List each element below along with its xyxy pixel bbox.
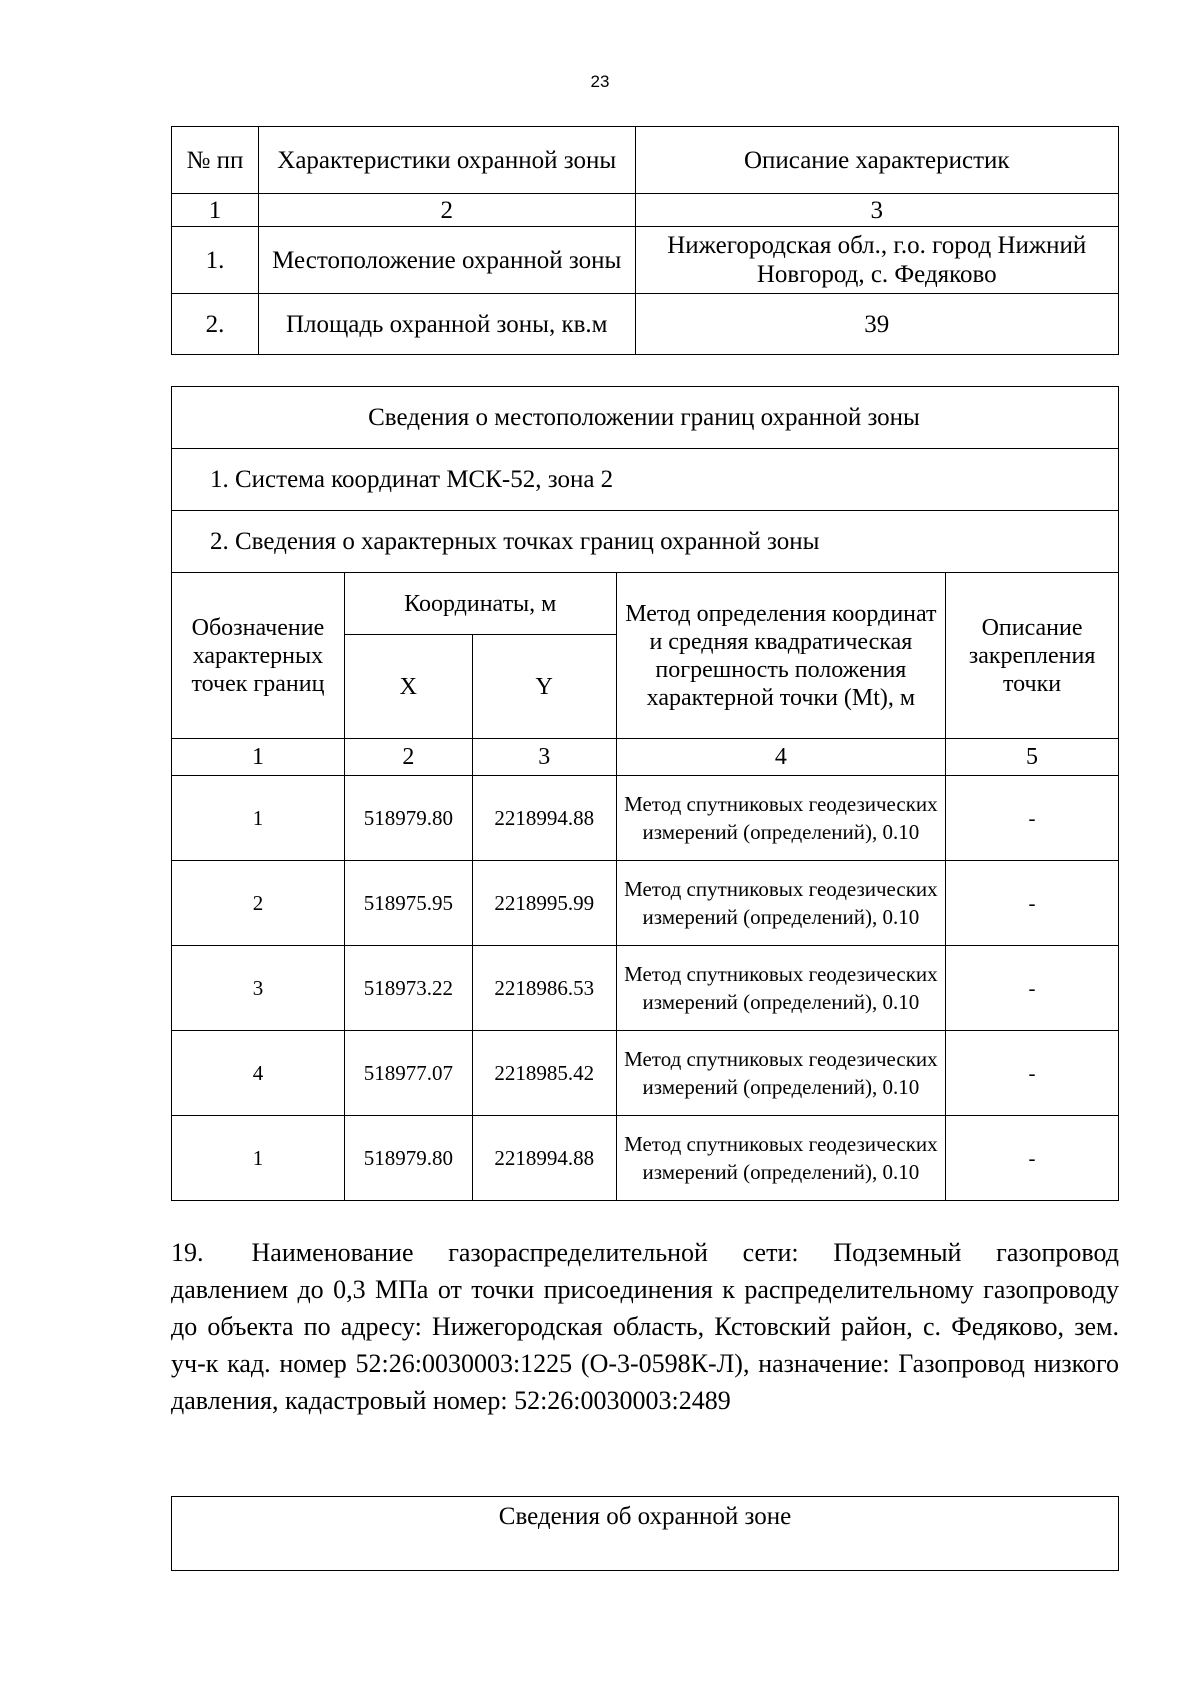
point-x: 518979.80 <box>344 1116 472 1201</box>
row-num: 1. <box>172 227 259 294</box>
header-description: Описание характеристик <box>635 127 1118 194</box>
point-fixing: - <box>946 861 1119 946</box>
point-y: 2218986.53 <box>472 946 616 1031</box>
point-id: 1 <box>172 1116 345 1201</box>
header-coordinates: Координаты, м <box>344 573 616 635</box>
header-fixing: Описание закрепления точки <box>946 573 1119 739</box>
point-fixing: - <box>946 1116 1119 1201</box>
point-method: Метод спутниковых геодезических измерений (определений), 0.10 <box>616 1031 945 1116</box>
row-description: 39 <box>635 294 1118 355</box>
row-description: Нижегородская обл., г.о. город Нижний Новгород, с. Федяково <box>635 227 1118 294</box>
point-fixing: - <box>946 1031 1119 1116</box>
coordinate-system-line: 1. Система координат МСК-52, зона 2 <box>172 449 1119 511</box>
header-point-designation: Обозначение характерных точек границ <box>172 573 345 739</box>
row-characteristic: Площадь охранной зоны, кв.м <box>258 294 635 355</box>
col-number: 4 <box>616 739 945 776</box>
header-num: № пп <box>172 127 259 194</box>
boundary-points-table <box>171 386 1119 1201</box>
point-y: 2218994.88 <box>472 1116 616 1201</box>
col-number: 3 <box>472 739 616 776</box>
header-characteristic: Характеристики охранной зоны <box>258 127 635 194</box>
point-method: Метод спутниковых геодезических измерений (определений), 0.10 <box>616 946 945 1031</box>
points-info-line: 2. Сведения о характерных точках границ охранной зоны <box>172 511 1119 573</box>
header-y: Y <box>472 635 616 739</box>
point-x: 518973.22 <box>344 946 472 1031</box>
point-fixing: - <box>946 776 1119 861</box>
paragraph-number: 19. <box>171 1238 204 1267</box>
point-id: 2 <box>172 861 345 946</box>
header-method: Метод определения координат и средняя квадратическая погрешность положения характерной точки (Mt), м <box>616 573 945 739</box>
row-num: 2. <box>172 294 259 355</box>
boundary-section-title: Сведения о местоположении границ охранной зоны <box>172 387 1119 449</box>
col-number: 2 <box>344 739 472 776</box>
point-x: 518975.95 <box>344 861 472 946</box>
header-x: X <box>344 635 472 739</box>
col-number: 3 <box>635 194 1118 227</box>
point-y: 2218985.42 <box>472 1031 616 1116</box>
paragraph-text: Наименование газораспределительной сети: Подземный газопровод давлением до 0,3 МПа от точки присоединения к распределительному газопроводу до объекта по адресу: Нижегородская область, Кстовский район, с. Федяково, зем. уч-к кад. номер 52:26:0030003:1225 (О-3-0598К-Л), назначение: Газопровод низкого давления, кадастровый номер: 52:26:0030003:2489 <box>171 1238 1119 1415</box>
point-x: 518977.07 <box>344 1031 472 1116</box>
point-x: 518979.80 <box>344 776 472 861</box>
col-number: 1 <box>172 739 345 776</box>
protection-zone-characteristics-table <box>171 126 1119 355</box>
point-id: 4 <box>172 1031 345 1116</box>
row-characteristic: Местоположение охранной зоны <box>258 227 635 294</box>
protection-zone-info-table <box>171 1496 1119 1571</box>
protection-zone-info-title: Сведения об охранной зоне <box>172 1497 1119 1571</box>
point-fixing: - <box>946 946 1119 1031</box>
point-id: 1 <box>172 776 345 861</box>
col-number: 1 <box>172 194 259 227</box>
point-method: Метод спутниковых геодезических измерений (определений), 0.10 <box>616 1116 945 1201</box>
gas-network-paragraph <box>171 1234 1119 1419</box>
col-number: 2 <box>258 194 635 227</box>
point-y: 2218994.88 <box>472 776 616 861</box>
page-number: 23 <box>590 72 610 91</box>
col-number: 5 <box>946 739 1119 776</box>
point-method: Метод спутниковых геодезических измерений (определений), 0.10 <box>616 861 945 946</box>
point-method: Метод спутниковых геодезических измерений (определений), 0.10 <box>616 776 945 861</box>
point-id: 3 <box>172 946 345 1031</box>
point-y: 2218995.99 <box>472 861 616 946</box>
